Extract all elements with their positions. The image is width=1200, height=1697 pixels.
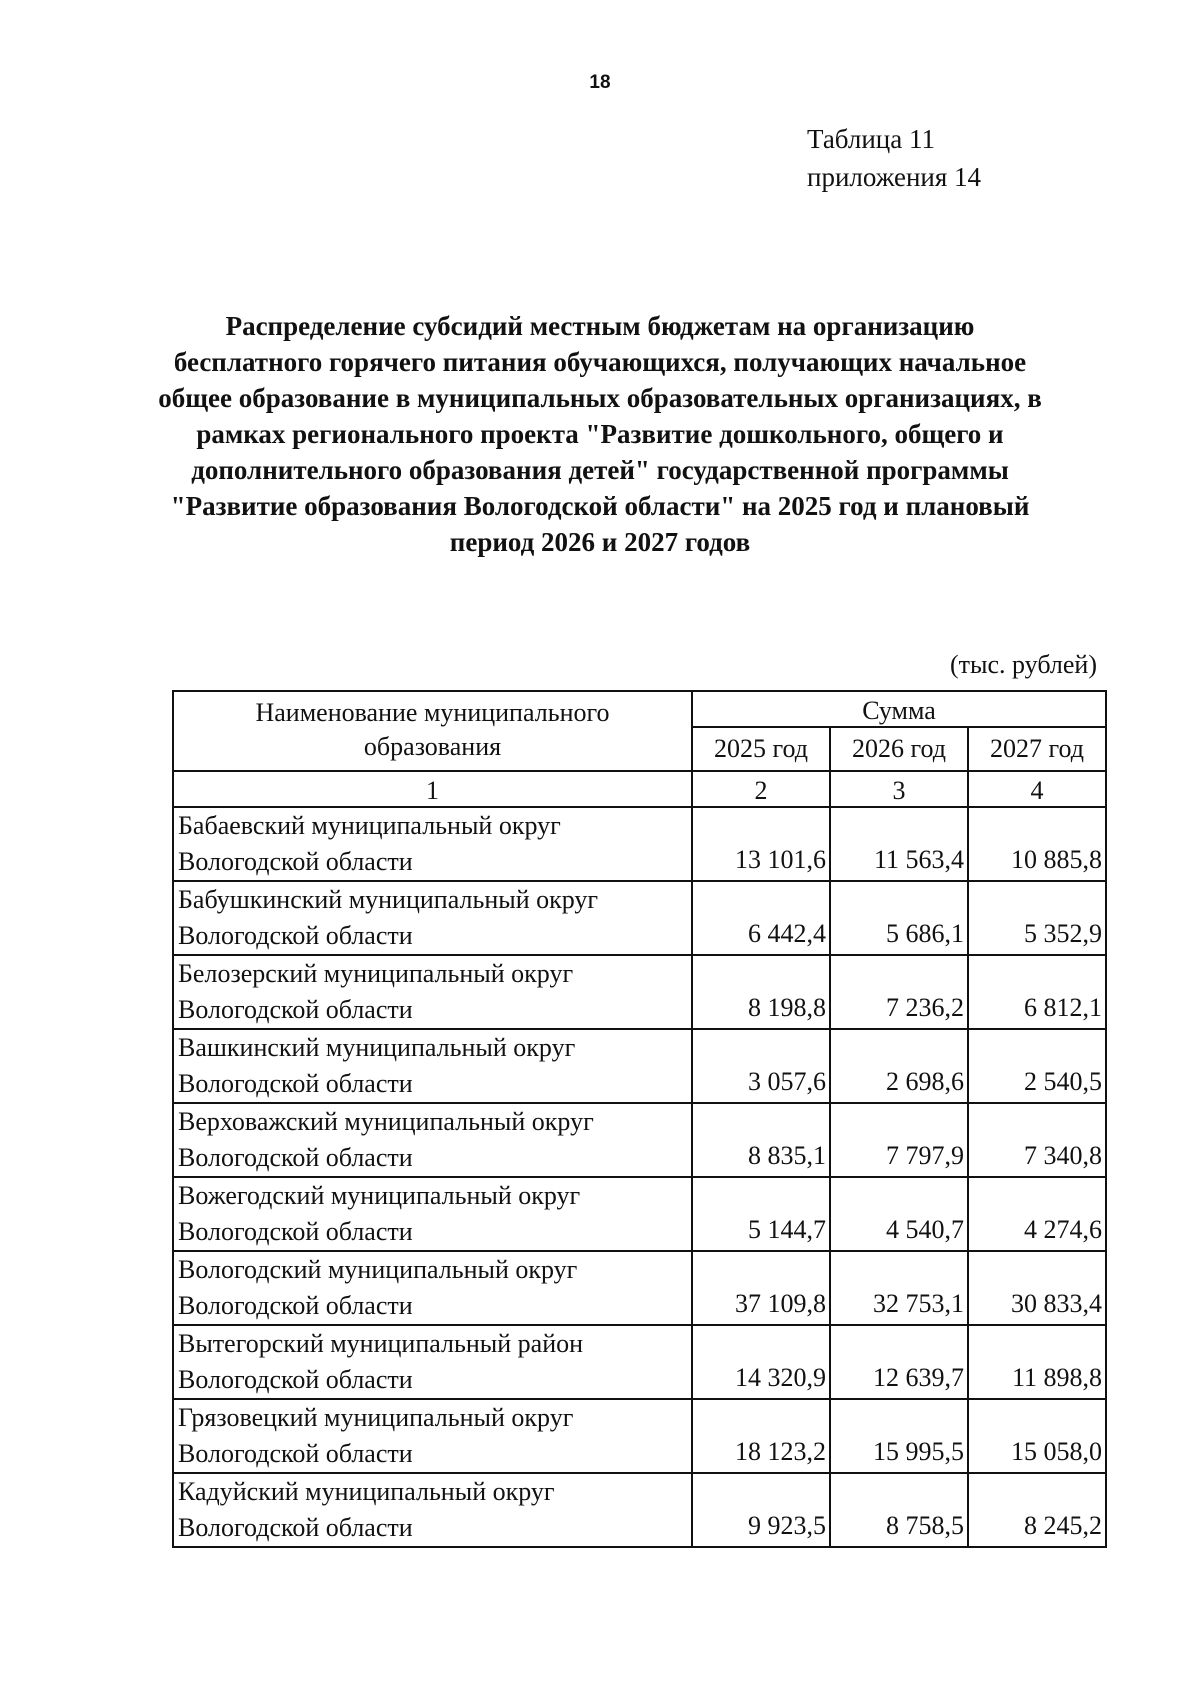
header-row — [173, 691, 1106, 727]
title-line: рамках регионального проекта "Развитие дошкольного, общего и — [196, 419, 1004, 449]
table-reference-line-2: приложения 14 — [807, 162, 982, 192]
column-number: 3 — [830, 771, 968, 807]
header-year-2025: 2025 год — [692, 727, 830, 771]
municipality-name-line: Белозерский муниципальный округ — [178, 959, 574, 988]
amount-2027-cell: 8 245,2 — [968, 1473, 1106, 1547]
title-line: Распределение субсидий местным бюджетам на организацию — [225, 311, 975, 341]
municipality-name-line: Вологодской области — [178, 1291, 413, 1320]
municipality-name-cell — [173, 1251, 692, 1325]
title-line: дополнительного образования детей" государственной программы — [191, 455, 1009, 485]
amount-2025-cell: 3 057,6 — [692, 1029, 830, 1103]
municipality-name-line: Грязовецкий муниципальный округ — [178, 1403, 574, 1432]
title-line: период 2026 и 2027 годов — [449, 527, 751, 557]
amount-2025-cell: 14 320,9 — [692, 1325, 830, 1399]
municipality-name-line: Бабаевский муниципальный округ — [178, 811, 561, 840]
header-name-line-1: Наименование муниципального — [255, 698, 610, 727]
table-row — [173, 1177, 1106, 1251]
unit-label: (тыс. рублей) — [949, 650, 1097, 679]
amount-2025-cell: 8 835,1 — [692, 1103, 830, 1177]
municipality-name-cell — [173, 1177, 692, 1251]
header-year-2026: 2026 год — [830, 727, 968, 771]
table-row — [173, 955, 1106, 1029]
municipality-name-line: Вологодский муниципальный округ — [178, 1255, 578, 1284]
municipality-name-line: Вологодской области — [178, 1143, 413, 1172]
title-line: общее образование в муниципальных образовательных организациях, в — [158, 383, 1042, 413]
title-line: "Развитие образования Вологодской области" на 2025 год и плановый — [170, 491, 1030, 521]
municipality-name-line: Вологодской области — [178, 847, 413, 876]
amount-2027-cell: 10 885,8 — [968, 807, 1106, 881]
table-reference-line-1: Таблица 11 — [807, 124, 935, 154]
table-row — [173, 1251, 1106, 1325]
header-name-cell — [173, 691, 692, 771]
amount-2025-cell: 18 123,2 — [692, 1399, 830, 1473]
amount-2027-cell: 6 812,1 — [968, 955, 1106, 1029]
table-reference — [807, 120, 981, 196]
column-number-row — [173, 771, 1106, 807]
amount-2025-cell: 6 442,4 — [692, 881, 830, 955]
header-year-2027: 2027 год — [968, 727, 1106, 771]
title-line: бесплатного горячего питания обучающихся, получающих начальное — [173, 347, 1027, 377]
municipality-name-line: Бабушкинский муниципальный округ — [178, 885, 599, 914]
amount-2025-cell: 9 923,5 — [692, 1473, 830, 1547]
municipality-name-cell — [173, 1473, 692, 1547]
amount-2025-cell: 5 144,7 — [692, 1177, 830, 1251]
table-row — [173, 807, 1106, 881]
amount-2026-cell: 12 639,7 — [830, 1325, 968, 1399]
amount-2026-cell: 11 563,4 — [830, 807, 968, 881]
municipality-name-line: Кадуйский муниципальный округ — [178, 1477, 555, 1506]
amount-2027-cell: 11 898,8 — [968, 1325, 1106, 1399]
municipality-name-line: Вологодской области — [178, 921, 413, 950]
column-number: 2 — [692, 771, 830, 807]
municipality-name-line: Вологодской области — [178, 1217, 413, 1246]
amount-2027-cell: 30 833,4 — [968, 1251, 1106, 1325]
amount-2027-cell: 4 274,6 — [968, 1177, 1106, 1251]
table-body — [173, 691, 1106, 1547]
table-row — [173, 1325, 1106, 1399]
column-number: 1 — [173, 771, 692, 807]
document-title — [150, 308, 1050, 560]
page-number: 18 — [589, 72, 611, 93]
municipality-name-line: Вологодской области — [178, 995, 413, 1024]
table-row — [173, 1103, 1106, 1177]
municipality-name-cell — [173, 807, 692, 881]
amount-2027-cell: 2 540,5 — [968, 1029, 1106, 1103]
amount-2025-cell: 8 198,8 — [692, 955, 830, 1029]
municipality-name-line: Вологодской области — [178, 1513, 413, 1542]
amount-2027-cell: 7 340,8 — [968, 1103, 1106, 1177]
municipality-name-line: Вологодской области — [178, 1439, 413, 1468]
municipality-name-line: Вологодской области — [178, 1069, 413, 1098]
table-row — [173, 1399, 1106, 1473]
header-name-line-2: образования — [363, 732, 502, 761]
amount-2025-cell: 13 101,6 — [692, 807, 830, 881]
municipality-name-line: Вожегодский муниципальный округ — [178, 1181, 581, 1210]
table-row — [173, 1473, 1106, 1547]
amount-2026-cell: 15 995,5 — [830, 1399, 968, 1473]
header-sum-cell: Сумма — [692, 691, 1106, 727]
amount-2026-cell: 8 758,5 — [830, 1473, 968, 1547]
amount-2026-cell: 4 540,7 — [830, 1177, 968, 1251]
subsidy-table — [172, 690, 1107, 1548]
amount-2025-cell: 37 109,8 — [692, 1251, 830, 1325]
municipality-name-line: Вашкинский муниципальный округ — [178, 1033, 576, 1062]
municipality-name-line: Верховажский муниципальный округ — [178, 1107, 594, 1136]
column-number: 4 — [968, 771, 1106, 807]
amount-2026-cell: 7 236,2 — [830, 955, 968, 1029]
amount-2027-cell: 15 058,0 — [968, 1399, 1106, 1473]
municipality-name-cell — [173, 1103, 692, 1177]
municipality-name-cell — [173, 1399, 692, 1473]
municipality-name-cell — [173, 881, 692, 955]
municipality-name-line: Вологодской области — [178, 1365, 413, 1394]
municipality-name-cell — [173, 955, 692, 1029]
municipality-name-line: Вытегорский муниципальный район — [178, 1329, 584, 1358]
amount-2026-cell: 2 698,6 — [830, 1029, 968, 1103]
municipality-name-cell — [173, 1325, 692, 1399]
amount-2026-cell: 7 797,9 — [830, 1103, 968, 1177]
table-row — [173, 881, 1106, 955]
amount-2026-cell: 5 686,1 — [830, 881, 968, 955]
amount-2026-cell: 32 753,1 — [830, 1251, 968, 1325]
table-row — [173, 1029, 1106, 1103]
municipality-name-cell — [173, 1029, 692, 1103]
amount-2027-cell: 5 352,9 — [968, 881, 1106, 955]
